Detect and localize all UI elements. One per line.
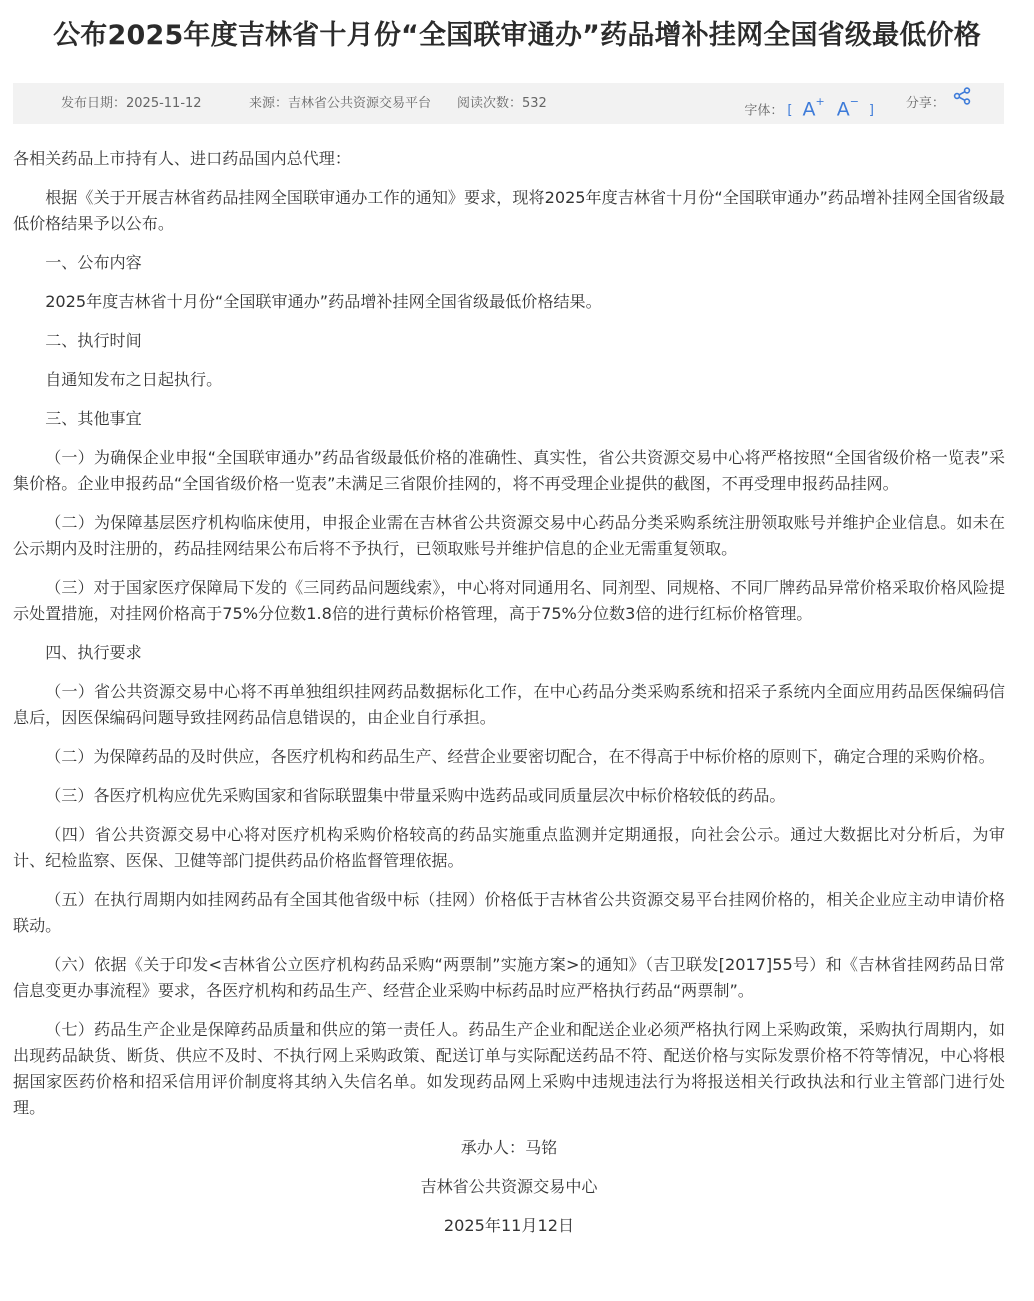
font-size-tools [744,83,878,131]
signature-date: 2025年11月12日 [443,1216,575,1235]
paragraph: （七）药品生产企业是保障药品质量和供应的第一责任人。药品生产企业和配送企业必须严格执行网上采购政策，采购执行周期内，如出现药品缺货、断货、供应不及时、不执行网上采购政策、配送订单与实际配送药品不符、配送价格与实际发票价格不符等情况，中心将根据国家医药价格和招采信用评价制度将其纳入失信名单。如发现药品网上采购中违规违法行为将报送相关行政执法和行业主管部门进行处理。 [13,1020,1005,1117]
article-body [13,146,1005,1252]
font-bracket-open: [ [787,103,793,119]
font-increase-button[interactable] [802,84,824,130]
salutation: 各相关药品上市持有人、进口药品国内总代理： [13,149,351,168]
paragraph: 2025年度吉林省十月份“全国联审通办”药品增补挂网全国省级最低价格结果。 [45,292,602,311]
read-count: 阅读次数：532 [457,96,547,111]
paragraph: （一）为确保企业申报“全国联审通办”药品省级最低价格的准确性、真实性，省公共资源交易中心将严格按照“全国省级价格一览表”采集价格。企业申报药品“全国省级价格一览表”未满足三省限价挂网的，将不再受理企业提供的截图，不再受理申报药品挂网。 [13,448,1005,493]
share-icon[interactable] [953,81,971,122]
signature-org: 吉林省公共资源交易中心 [420,1177,598,1196]
paragraph: （一）省公共资源交易中心将不再单独组织挂网药品数据标化工作，在中心药品分类采购系统和招采子系统内全面应用药品医保编码信息后，因医保编码问题导致挂网药品信息错误的，由企业自行承担。 [13,682,1005,727]
paragraph-intro: 根据《关于开展吉林省药品挂网全国联审通办工作的通知》要求，现将2025年度吉林省十月份“全国联审通办”药品增补挂网全国省级最低价格结果予以公布。 [13,188,1005,233]
font-increase-icon: A [802,98,816,121]
source: 来源：吉林省公共资源交易平台 [249,96,432,111]
paragraph: （二）为保障药品的及时供应，各医疗机构和药品生产、经营企业要密切配合，在不得高于中标价格的原则下，确定合理的采购价格。 [45,747,995,766]
publish-date: 发布日期：2025-11-12 [61,96,202,111]
section-heading: 二、执行时间 [45,331,142,350]
font-increase-sign: + [815,95,825,108]
font-decrease-icon: A [836,98,850,121]
article-meta-bar [13,83,1004,124]
share-tools [906,83,971,124]
paragraph: 自通知发布之日起执行。 [45,370,223,389]
section-heading: 四、执行要求 [45,643,142,662]
paragraph: （五）在执行周期内如挂网药品有全国其他省级中标（挂网）价格低于吉林省公共资源交易平台挂网价格的，相关企业应主动申请价格联动。 [13,890,1005,935]
paragraph: （六）依据《关于印发<吉林省公立医疗机构药品采购“两票制”实施方案>的通知》（吉卫联发[2017]55号）和《吉林省挂网药品日常信息变更办事流程》要求，各医疗机构和药品生产、经营企业采购中标药品时应严格执行药品“两票制”。 [13,955,1005,1000]
section-heading: 一、公布内容 [45,253,142,272]
paragraph: （四）省公共资源交易中心将对医疗机构采购价格较高的药品实施重点监测并定期通报，向社会公示。通过大数据比对分析后，为审计、纪检监察、医保、卫健等部门提供药品价格监督管理依据。 [13,825,1005,870]
font-decrease-sign: − [849,95,859,108]
signature-handler: 承办人：马铭 [460,1138,558,1157]
page-title: 公布2025年度吉林省十月份“全国联审通办”药品增补挂网全国省级最低价格 [53,20,981,51]
paragraph: （二）为保障基层医疗机构临床使用，申报企业需在吉林省公共资源交易中心药品分类采购系统注册领取账号并维护企业信息。如未在公示期内及时注册的，药品挂网结果公布后将不予执行，已领取账号并维护信息的企业无需重复领取。 [13,513,1005,558]
section-heading: 三、其他事宜 [45,409,142,428]
paragraph: （三）对于国家医疗保障局下发的《三同药品问题线索》，中心将对同通用名、同剂型、同规格、不同厂牌药品异常价格采取价格风险提示处置措施，对挂网价格高于75%分位数1.8倍的进行黄标价格管理，高于75%分位数3倍的进行红标价格管理。 [13,578,1005,623]
font-size-label: 字体： [744,103,784,119]
paragraph: （三）各医疗机构应优先采购国家和省际联盟集中带量采购中选药品或同质量层次中标价格较低的药品。 [45,786,786,805]
font-bracket-close: ] [868,103,874,119]
share-label: 分享： [905,96,945,111]
font-decrease-button[interactable] [837,84,859,130]
